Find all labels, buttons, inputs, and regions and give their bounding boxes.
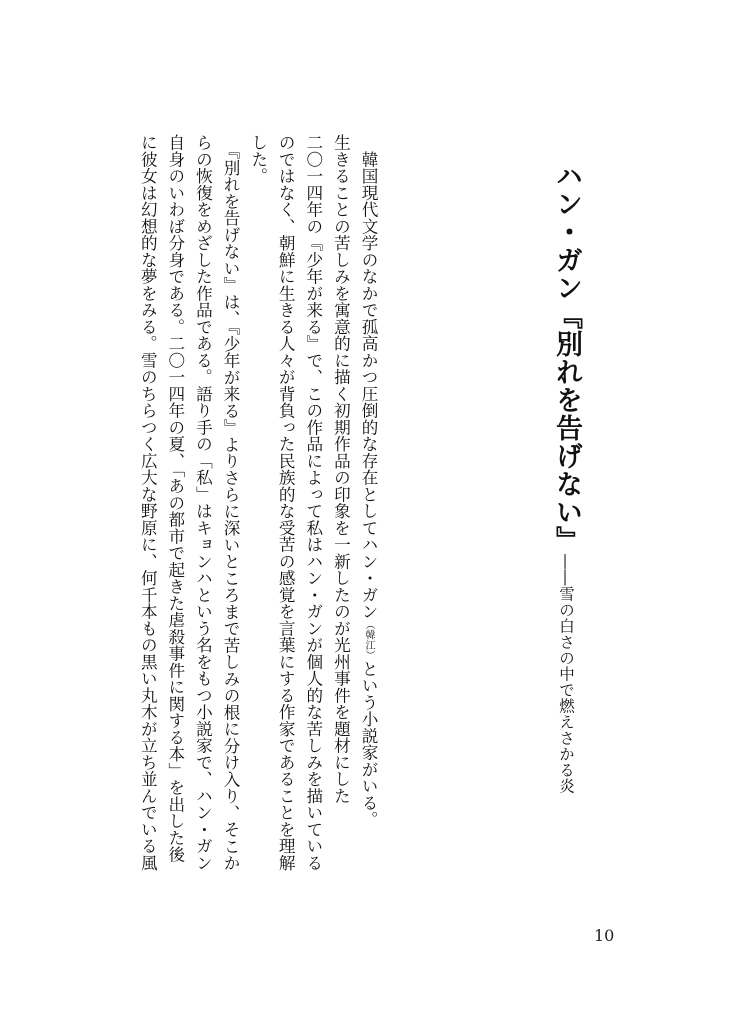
body-line: らの恢復をめざした作品である。語り手の「私」はキョンハという名をもつ小説家で、ハン・ガン — [193, 134, 213, 871]
body-line: 生きることの苦しみを寓意的に描く初期作品の印象を一新したのが光州事件を題材にした — [331, 134, 351, 804]
body-line: 自身のいわば分身である。二〇一四年の夏、「あの都市で起きた虐殺事件に関する本」を出した後 — [165, 134, 185, 863]
body-line: のではなく、朝鮮に生きる人々が背負った民族的な受苦の感覚を言葉にする作家であることを理解 — [276, 134, 296, 871]
body-line: した。 — [248, 134, 268, 185]
body-line: に彼女は幻想的な夢をみる。雪のちらつく広大な野原に、何千本もの黒い丸木が立ち並んでいる風 — [138, 134, 158, 871]
body-line: 二〇一四年の『少年が来る』で、この作品によって私はハン・ガンが個人的な苦しみを描いている — [303, 134, 323, 871]
body-line-segment: という小説家がいる。 — [359, 660, 378, 828]
chapter-subtitle: ――雪の白さの中で燃えさかる炎 — [557, 554, 575, 794]
page-number: 10 — [594, 926, 615, 945]
body-line — [354, 134, 382, 904]
chapter-title: ハン・ガン『別れを告げない』 — [551, 162, 582, 554]
chapter-title-block — [550, 162, 582, 794]
warichu-annotation: （韓江） — [363, 619, 374, 661]
body-text — [134, 134, 382, 904]
body-line: 『別れを告げない』は、『少年が来る』よりさらに深いところまで苦しみの根に分け入り、そこか — [221, 134, 241, 872]
body-line-segment: 韓国現代文学のなかで孤高かつ圧倒的な存在としてハン・ガン — [359, 134, 378, 620]
